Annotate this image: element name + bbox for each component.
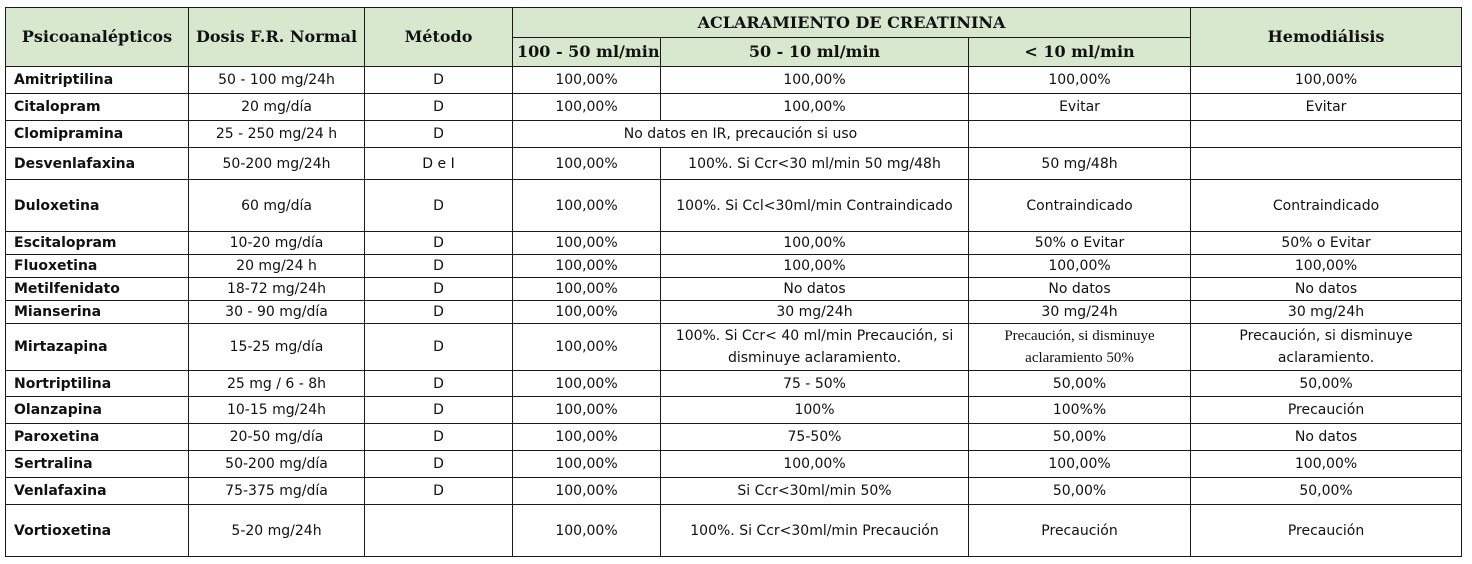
clearance-100-50-cell: 100,00% <box>513 478 661 505</box>
drug-name: Citalopram <box>6 94 189 121</box>
method-cell: D <box>365 301 513 324</box>
renal-dosing-table <box>5 7 1462 557</box>
dose-cell: 10-15 mg/24h <box>189 397 365 424</box>
clearance-50-10-cell: 30 mg/24h <box>661 301 969 324</box>
method-cell: D <box>365 397 513 424</box>
clearance-100-50-cell: 100,00% <box>513 255 661 278</box>
dose-cell: 15-25 mg/día <box>189 324 365 371</box>
method-cell: D e I <box>365 148 513 180</box>
clearance-100-50-cell: 100,00% <box>513 94 661 121</box>
clearance-100-50-cell: 100,00% <box>513 324 661 371</box>
dose-cell: 5-20 mg/24h <box>189 505 365 557</box>
clearance-100-50-cell: 100,00% <box>513 505 661 557</box>
hemodialysis-cell: Precaución, si disminuye aclaramiento. <box>1191 324 1462 371</box>
dose-cell: 10-20 mg/día <box>189 232 365 255</box>
header-method: Método <box>365 8 513 67</box>
drug-name: Nortriptilina <box>6 371 189 397</box>
header-drug: Psicoanalépticos <box>6 8 189 67</box>
clearance-50-10-cell: 100%. Si Ccr<30 ml/min 50 mg/48h <box>661 148 969 180</box>
clearance-lt10-cell: 100%% <box>969 397 1191 424</box>
dose-cell: 20-50 mg/día <box>189 424 365 451</box>
clearance-50-10-cell: 100%. Si Ccr<30ml/min Precaución <box>661 505 969 557</box>
drug-name: Clomipramina <box>6 121 189 148</box>
header-clearance-group: ACLARAMIENTO DE CREATININA <box>513 8 1191 38</box>
table-row <box>6 505 1462 557</box>
header-dose: Dosis F.R. Normal <box>189 8 365 67</box>
drug-name: Venlafaxina <box>6 478 189 505</box>
clearance-50-10-cell: 100,00% <box>661 451 969 478</box>
clearance-50-10-cell: 100,00% <box>661 67 969 94</box>
drug-name: Escitalopram <box>6 232 189 255</box>
clearance-lt10-cell <box>969 121 1191 148</box>
hemodialysis-cell: No datos <box>1191 278 1462 301</box>
dose-cell: 30 - 90 mg/día <box>189 301 365 324</box>
header-clearance-50-10: 50 - 10 ml/min <box>661 38 969 67</box>
dose-cell: 50-200 mg/24h <box>189 148 365 180</box>
clearance-lt10-cell: 30 mg/24h <box>969 301 1191 324</box>
clearance-100-50-cell: 100,00% <box>513 301 661 324</box>
hemodialysis-cell: 100,00% <box>1191 451 1462 478</box>
table-row <box>6 397 1462 424</box>
clearance-100-50-cell: 100,00% <box>513 451 661 478</box>
clearance-lt10-cell: Contraindicado <box>969 180 1191 232</box>
hemodialysis-cell: Contraindicado <box>1191 180 1462 232</box>
drug-name: Metilfenidato <box>6 278 189 301</box>
dose-cell: 20 mg/24 h <box>189 255 365 278</box>
dose-cell: 60 mg/día <box>189 180 365 232</box>
method-cell: D <box>365 232 513 255</box>
hemodialysis-cell: 50,00% <box>1191 478 1462 505</box>
clearance-lt10-cell: 100,00% <box>969 67 1191 94</box>
hemodialysis-cell: No datos <box>1191 424 1462 451</box>
clearance-lt10-cell: 100,00% <box>969 451 1191 478</box>
hemodialysis-cell: 100,00% <box>1191 255 1462 278</box>
drug-name: Mirtazapina <box>6 324 189 371</box>
table-row <box>6 301 1462 324</box>
dose-cell: 75-375 mg/día <box>189 478 365 505</box>
table-row <box>6 180 1462 232</box>
table-row <box>6 121 1462 148</box>
clearance-50-10-cell: 100,00% <box>661 255 969 278</box>
method-cell: D <box>365 180 513 232</box>
drug-name: Desvenlafaxina <box>6 148 189 180</box>
hemodialysis-cell: 50% o Evitar <box>1191 232 1462 255</box>
clearance-50-10-cell: 100,00% <box>661 94 969 121</box>
clearance-100-50-cell: 100,00% <box>513 278 661 301</box>
table-row <box>6 278 1462 301</box>
dose-cell: 50 - 100 mg/24h <box>189 67 365 94</box>
table-row <box>6 324 1462 371</box>
clearance-100-50-cell: 100,00% <box>513 148 661 180</box>
header-clearance-100-50: 100 - 50 ml/min <box>513 38 661 67</box>
clearance-lt10-cell: Precaución <box>969 505 1191 557</box>
dose-cell: 25 mg / 6 - 8h <box>189 371 365 397</box>
hemodialysis-cell <box>1191 121 1462 148</box>
table-row <box>6 371 1462 397</box>
clearance-lt10-cell: Precaución, si disminuye aclaramiento 50% <box>969 324 1191 371</box>
method-cell: D <box>365 255 513 278</box>
clearance-lt10-cell: 50,00% <box>969 371 1191 397</box>
clearance-lt10-cell: No datos <box>969 278 1191 301</box>
clearance-lt10-cell: 50,00% <box>969 478 1191 505</box>
drug-name: Sertralina <box>6 451 189 478</box>
method-cell: D <box>365 451 513 478</box>
method-cell <box>365 505 513 557</box>
merged-note-cell: No datos en IR, precaución si uso <box>513 121 969 148</box>
clearance-50-10-cell: 75-50% <box>661 424 969 451</box>
dose-cell: 18-72 mg/24h <box>189 278 365 301</box>
hemodialysis-cell: 30 mg/24h <box>1191 301 1462 324</box>
table-row <box>6 451 1462 478</box>
clearance-50-10-cell: 100,00% <box>661 232 969 255</box>
hemodialysis-cell: Evitar <box>1191 94 1462 121</box>
drug-name: Mianserina <box>6 301 189 324</box>
method-cell: D <box>365 371 513 397</box>
clearance-50-10-cell: 100%. Si Ccr< 40 ml/min Precaución, si disminuye aclaramiento. <box>661 324 969 371</box>
hemodialysis-cell <box>1191 148 1462 180</box>
clearance-100-50-cell: 100,00% <box>513 424 661 451</box>
clearance-50-10-cell: 100%. Si Ccl<30ml/min Contraindicado <box>661 180 969 232</box>
clearance-50-10-cell: Si Ccr<30ml/min 50% <box>661 478 969 505</box>
clearance-lt10-cell: 50 mg/48h <box>969 148 1191 180</box>
dose-cell: 20 mg/día <box>189 94 365 121</box>
clearance-100-50-cell: 100,00% <box>513 371 661 397</box>
method-cell: D <box>365 424 513 451</box>
table-row <box>6 94 1462 121</box>
drug-name: Paroxetina <box>6 424 189 451</box>
drug-name: Fluoxetina <box>6 255 189 278</box>
hemodialysis-cell: Precaución <box>1191 505 1462 557</box>
table-row <box>6 67 1462 94</box>
drug-name: Vortioxetina <box>6 505 189 557</box>
clearance-100-50-cell: 100,00% <box>513 180 661 232</box>
table-row <box>6 148 1462 180</box>
method-cell: D <box>365 121 513 148</box>
clearance-lt10-cell: 50,00% <box>969 424 1191 451</box>
table-row <box>6 232 1462 255</box>
drug-name: Olanzapina <box>6 397 189 424</box>
hemodialysis-cell: 50,00% <box>1191 371 1462 397</box>
dose-cell: 50-200 mg/día <box>189 451 365 478</box>
table-row <box>6 255 1462 278</box>
clearance-100-50-cell: 100,00% <box>513 397 661 424</box>
clearance-50-10-cell: No datos <box>661 278 969 301</box>
hemodialysis-cell: 100,00% <box>1191 67 1462 94</box>
clearance-lt10-cell: 50% o Evitar <box>969 232 1191 255</box>
clearance-100-50-cell: 100,00% <box>513 67 661 94</box>
clearance-50-10-cell: 75 - 50% <box>661 371 969 397</box>
method-cell: D <box>365 278 513 301</box>
header-hemodialysis: Hemodiálisis <box>1191 8 1462 67</box>
header-clearance-lt10: < 10 ml/min <box>969 38 1191 67</box>
dose-cell: 25 - 250 mg/24 h <box>189 121 365 148</box>
method-cell: D <box>365 324 513 371</box>
table-row <box>6 478 1462 505</box>
method-cell: D <box>365 478 513 505</box>
drug-name: Amitriptilina <box>6 67 189 94</box>
hemodialysis-cell: Precaución <box>1191 397 1462 424</box>
clearance-50-10-cell: 100% <box>661 397 969 424</box>
clearance-lt10-cell: 100,00% <box>969 255 1191 278</box>
method-cell: D <box>365 94 513 121</box>
drug-name: Duloxetina <box>6 180 189 232</box>
method-cell: D <box>365 67 513 94</box>
clearance-lt10-cell: Evitar <box>969 94 1191 121</box>
table-row <box>6 424 1462 451</box>
clearance-100-50-cell: 100,00% <box>513 232 661 255</box>
